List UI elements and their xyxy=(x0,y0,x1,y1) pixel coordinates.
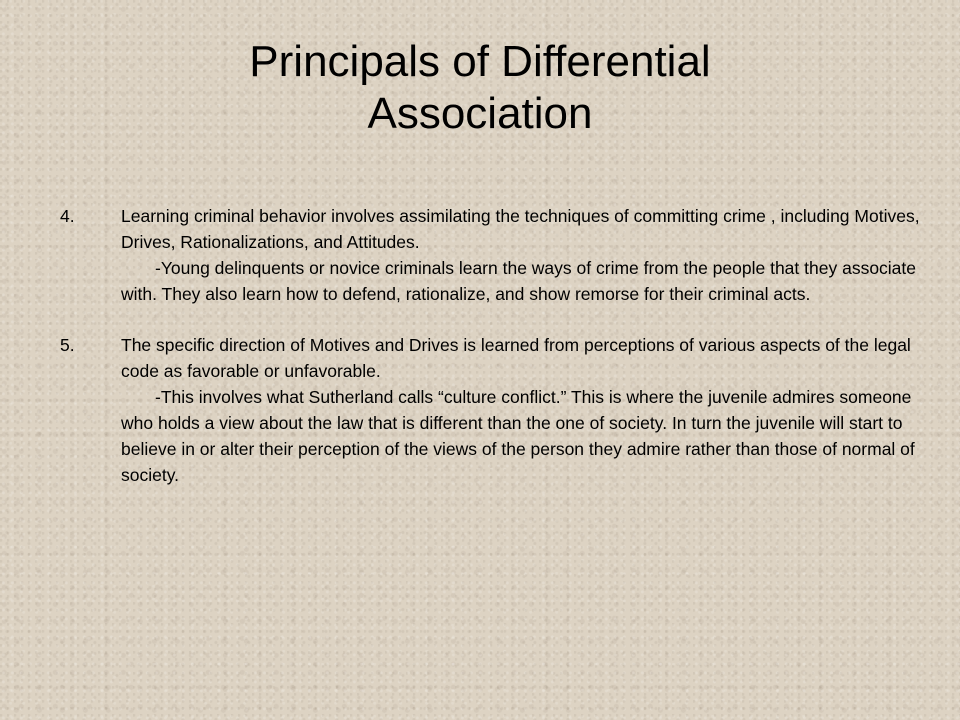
item-text: Learning criminal behavior involves assimilating the techniques of committing crime , including Motives, Drives, Rationalizations, and Attitudes. xyxy=(121,206,920,252)
list-item-5 xyxy=(60,332,920,488)
slide-title-line-2: Association xyxy=(367,89,593,138)
item-number: 4. xyxy=(60,206,75,226)
item-subtext: -This involves what Sutherland calls “culture conflict.” This is where the juvenile admires someone who holds a view about the law that is different than the one of society. In turn the juvenile will start to believe in or alter their perception of the views of the person they admire rather than those of normal of society. xyxy=(121,387,915,485)
item-number: 5. xyxy=(60,335,75,355)
slide-title-line-1: Principals of Differential xyxy=(249,37,711,86)
item-subtext: -Young delinquents or novice criminals learn the ways of crime from the people that they associate with. They also learn how to defend, rationalize, and show remorse for their criminal acts. xyxy=(121,258,917,304)
item-text: The specific direction of Motives and Drives is learned from perceptions of various aspects of the legal code as favorable or unfavorable. xyxy=(121,335,911,381)
slide-title xyxy=(0,36,960,140)
list-item-4 xyxy=(60,203,920,307)
slide-body xyxy=(60,203,920,488)
